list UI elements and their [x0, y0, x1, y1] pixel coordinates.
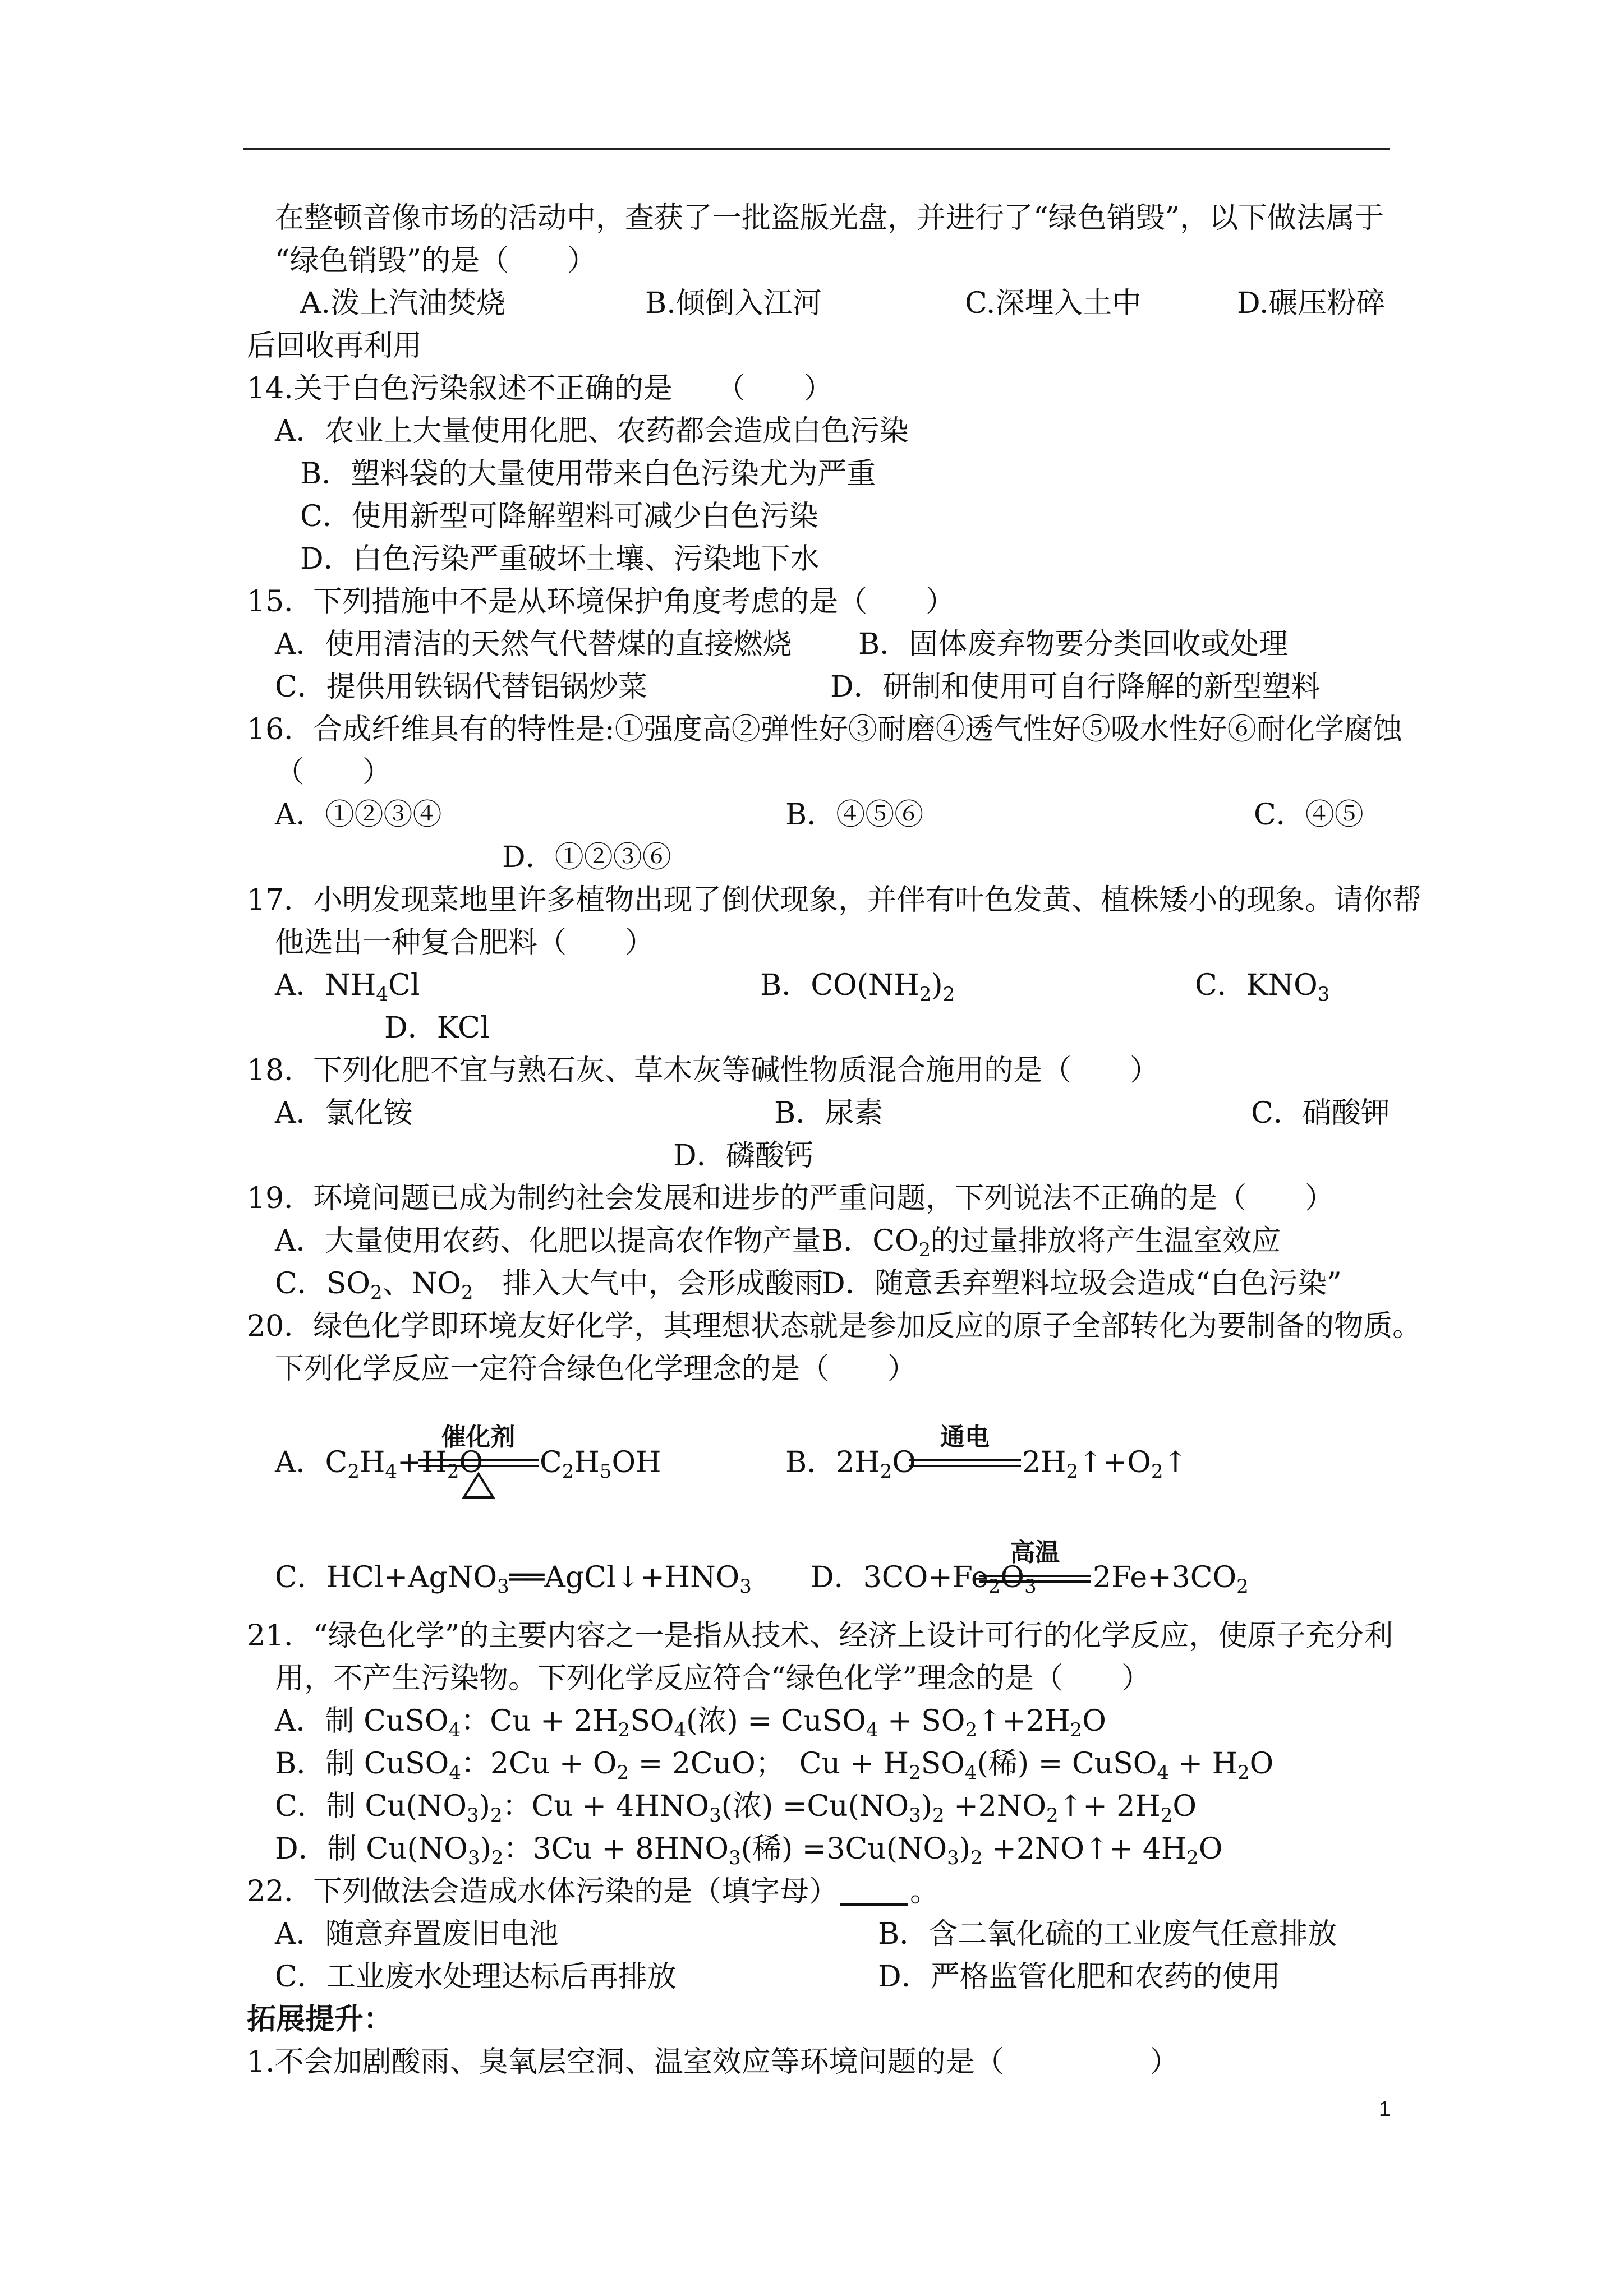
q22-option-b: B．含二氧化硫的工业废气任意排放: [878, 1917, 1337, 1951]
page-number: 1: [1378, 2097, 1391, 2121]
q22-stem: 22．下列做法会造成水体污染的是（填字母） 。: [247, 1875, 940, 1908]
q15-option-d: D．研制和使用可自行降解的新型塑料: [830, 670, 1321, 704]
q20-option-b-products: $2H_2↑+O_2↑$: [1022, 1446, 1188, 1483]
q20-stem-line1: 20．绿色化学即环境友好化学，其理想状态就是参加反应的原子全部转化为要制备的物质。: [247, 1310, 1422, 1343]
q16-option-b: B．④⑤⑥: [785, 798, 924, 832]
q15-option-c: C．提供用铁锅代替铝锅炒菜: [275, 670, 647, 704]
q18-option-a: A．氯化铵: [275, 1096, 413, 1130]
q21-option-c: C．制 $Cu(NO_3)_2$：$Cu + 4HNO_3$(浓) $=Cu(NO_3)_2$ $+2NO_2↑+ 2H_2O$: [275, 1790, 1197, 1827]
q16-option-c: C．④⑤: [1254, 798, 1364, 832]
q17-option-a: A．$NH_4Cl$: [275, 969, 420, 1006]
q15-stem: 15．下列措施中不是从环境保护角度考虑的是（ ）: [247, 585, 955, 619]
high-temperature-condition: 高温: [1010, 1538, 1060, 1567]
q19-stem: 19．环境问题已成为制约社会发展和进步的严重问题，下列说法不正确的是（ ）: [247, 1182, 1335, 1215]
q18-option-b: B．尿素: [774, 1096, 884, 1130]
q20-option-a-reactants: A．$C_2H_4+H_2O$: [275, 1446, 484, 1483]
equals-bars: [979, 1575, 1091, 1583]
q22-option-c: C．工业废水处理达标后再排放: [275, 1960, 677, 1994]
q19-option-c: C．$SO_2$、$NO_2$ 排入大气中，会形成酸雨: [275, 1267, 823, 1304]
q16-option-d: D．①②③⑥: [502, 841, 671, 874]
q22-option-a: A．随意弃置废旧电池: [275, 1917, 559, 1951]
q19-option-d: D．随意丢弃塑料垃圾会造成“白色污染”: [822, 1267, 1342, 1301]
q13-option-a: A.泼上汽油焚烧: [300, 287, 506, 320]
q21-option-b: B．制 CuSO$_4$：$2Cu + O_2 = 2CuO$； $Cu + H_2SO_4$(稀) = CuSO$_4$ + $H_2O$: [275, 1747, 1274, 1784]
equals-bars: [909, 1459, 1021, 1467]
q20-option-d-products: $2Fe+3CO_2$: [1093, 1561, 1249, 1598]
q17-stem-line1: 17．小明发现菜地里许多植物出现了倒伏现象，并伴有叶色发黄、植株矮小的现象。请你帮: [247, 883, 1422, 917]
q14-option-a: A．农业上大量使用化肥、农药都会造成白色污染: [275, 414, 909, 448]
q13-stem-line2: “绿色销毁”的是（ ）: [275, 244, 597, 278]
q14-option-d: D．白色污染严重破坏土壤、污染地下水: [300, 542, 820, 576]
q13-option-b: B.倾倒入江河: [645, 287, 822, 320]
q17-option-c: C．$KNO_3$: [1195, 969, 1330, 1006]
q20-option-b-arrow: [909, 1423, 1021, 1474]
q18-option-c: C．硝酸钾: [1251, 1096, 1390, 1130]
q14-stem: 14.关于白色污染叙述不正确的是 （ ）: [247, 372, 833, 405]
extension-q1: 1.不会加剧酸雨、臭氧层空洞、温室效应等环境问题的是（ ）: [247, 2045, 1179, 2079]
q18-option-d: D．磷酸钙: [673, 1139, 813, 1173]
q19-option-a: A．大量使用农药、化肥以提高农作物产量: [275, 1224, 821, 1258]
q20-option-a-products: $C_2H_5OH$: [540, 1446, 661, 1483]
q17-option-b: B．$CO(NH_2)_2$: [760, 969, 955, 1006]
q18-stem: 18．下列化肥不宜与熟石灰、草木灰等碱性物质混合施用的是（ ）: [247, 1054, 1160, 1087]
catalyst-condition: 催化剂: [441, 1423, 516, 1451]
heat-triangle-icon: [418, 1469, 539, 1503]
electrolysis-condition: 通电: [940, 1423, 990, 1451]
answer-blank[interactable]: [840, 1879, 908, 1906]
q16-option-a: A．①②③④: [275, 798, 442, 832]
q20-option-d-arrow: [979, 1539, 1091, 1589]
q16-paren: （ ）: [275, 755, 392, 789]
q14-option-b: B．塑料袋的大量使用带来白色污染尤为严重: [300, 457, 876, 491]
q22-option-d: D．严格监管化肥和农药的使用: [878, 1960, 1281, 1994]
q20-option-a-arrow: [418, 1423, 539, 1502]
q21-stem-line2: 用，不产生污染物。下列化学反应符合“绿色化学”理念的是（ ）: [275, 1662, 1151, 1695]
q13-option-c: C.深埋入土中: [965, 287, 1142, 320]
header-rule: [243, 148, 1390, 150]
q20-option-c: C．$HCl+AgNO_3══AgCl↓+HNO_3$: [275, 1561, 752, 1598]
q13-stem-line1: 在整顿音像市场的活动中，查获了一批盗版光盘，并进行了“绿色销毁”，以下做法属于: [275, 201, 1384, 235]
q16-stem: 16．合成纤维具有的特性是:①强度高②弹性好③耐磨④透气性好⑤吸水性好⑥耐化学腐蚀: [247, 713, 1402, 746]
q17-stem-line2: 他选出一种复合肥料（ ）: [275, 926, 655, 960]
q15-option-a: A．使用清洁的天然气代替煤的直接燃烧: [275, 628, 792, 661]
q17-option-d: D．KCl: [384, 1011, 490, 1045]
q21-stem-line1: 21．“绿色化学”的主要内容之一是指从技术、经济上设计可行的化学反应，使原子充分利: [247, 1619, 1393, 1653]
q15-option-b: B．固体废弃物要分类回收或处理: [858, 628, 1289, 661]
equals-bars: [418, 1459, 539, 1467]
q21-option-d: D．制 $Cu(NO_3)_2$：$3Cu + 8HNO_3$(稀) $=3Cu(NO_3)_2$ +2NO↑+ $4H_2O$: [275, 1832, 1223, 1869]
q13-option-d: D.碾压粉碎: [1237, 287, 1386, 320]
q20-option-b-reactants: B．$2H_2O$: [785, 1446, 916, 1483]
q14-option-c: C．使用新型可降解塑料可减少白色污染: [300, 500, 818, 533]
extension-heading: 拓展提升：: [247, 2002, 393, 2036]
q13-option-d-cont: 后回收再利用: [247, 329, 422, 363]
q20-option-d-reactants: D．$3CO+Fe_2O_3$: [811, 1561, 1037, 1598]
q21-option-a: A．制 CuSO$_4$：$Cu + 2H_2SO_4$(浓) = CuSO$_4$ + $SO_2↑+2H_2O$: [275, 1704, 1106, 1741]
q20-stem-line2: 下列化学反应一定符合绿色化学理念的是（ ）: [275, 1352, 917, 1386]
q19-option-b: B．$CO_2$的过量排放将产生温室效应: [822, 1224, 1281, 1261]
